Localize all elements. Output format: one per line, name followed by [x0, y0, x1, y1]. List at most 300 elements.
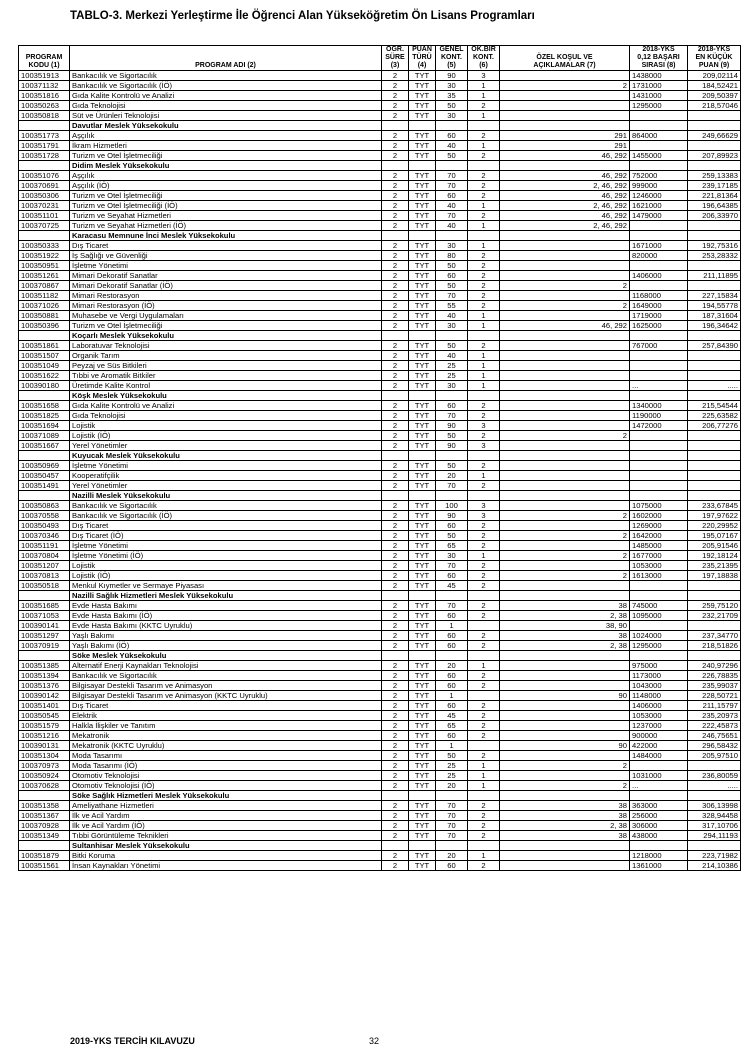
- table-row: [19, 761, 741, 771]
- min-score-cell: 317,10706: [688, 821, 741, 831]
- general-quota-cell: 25: [436, 371, 468, 381]
- success-rank-cell: [630, 141, 688, 151]
- general-quota-cell: 60: [436, 571, 468, 581]
- program-name-cell: Gıda Kalite Kontrolü ve Analizi: [70, 91, 382, 101]
- success-rank-cell: 975000: [630, 661, 688, 671]
- section-spacer: [19, 591, 70, 601]
- min-score-cell: 211,11895: [688, 271, 741, 281]
- min-score-cell: [688, 471, 741, 481]
- score-type-cell: TYT: [409, 831, 436, 841]
- table-row: [19, 71, 741, 81]
- score-type-cell: TYT: [409, 211, 436, 221]
- success-rank-cell: 1484000: [630, 751, 688, 761]
- section-empty-cell: [688, 331, 741, 341]
- general-quota-cell: 70: [436, 831, 468, 841]
- table-row: [19, 631, 741, 641]
- score-type-cell: TYT: [409, 71, 436, 81]
- min-score-cell: 214,10386: [688, 861, 741, 871]
- first-quota-cell: 2: [468, 831, 500, 841]
- header-program-code: PROGRAM KODU (1): [19, 46, 70, 71]
- duration-cell: 2: [382, 191, 409, 201]
- duration-cell: 2: [382, 291, 409, 301]
- table-row: [19, 401, 741, 411]
- table-row: [19, 411, 741, 421]
- general-quota-cell: 25: [436, 771, 468, 781]
- program-code-cell: 100370231: [19, 201, 70, 211]
- score-type-cell: TYT: [409, 361, 436, 371]
- duration-cell: 2: [382, 771, 409, 781]
- success-rank-cell: [630, 481, 688, 491]
- program-name-cell: Evde Hasta Bakımı: [70, 601, 382, 611]
- program-name-cell: Aşçılık: [70, 171, 382, 181]
- duration-cell: 2: [382, 531, 409, 541]
- first-quota-cell: 2: [468, 271, 500, 281]
- duration-cell: 2: [382, 241, 409, 251]
- program-name-cell: Dış Ticaret (İÖ): [70, 531, 382, 541]
- table-row: [19, 601, 741, 611]
- general-quota-cell: 40: [436, 141, 468, 151]
- section-empty-cell: [500, 791, 630, 801]
- program-name-cell: Moda Tasarımı (İÖ): [70, 761, 382, 771]
- success-rank-cell: 1621000: [630, 201, 688, 211]
- special-conditions-cell: 2, 38: [500, 821, 630, 831]
- table-row: [19, 561, 741, 571]
- special-conditions-cell: 2: [500, 281, 630, 291]
- special-conditions-cell: [500, 681, 630, 691]
- section-empty-cell: [382, 651, 409, 661]
- special-conditions-cell: [500, 751, 630, 761]
- min-score-cell: 218,51826: [688, 641, 741, 651]
- first-quota-cell: 2: [468, 521, 500, 531]
- success-rank-cell: 1237000: [630, 721, 688, 731]
- program-name-cell: İşletme Yönetimi: [70, 261, 382, 271]
- table-row: [19, 191, 741, 201]
- program-code-cell: 100351358: [19, 801, 70, 811]
- first-quota-cell: 2: [468, 731, 500, 741]
- program-name-cell: İlk ve Acil Yardım (İÖ): [70, 821, 382, 831]
- success-rank-cell: [630, 761, 688, 771]
- program-name-cell: Bankacılık ve Sigortacılık: [70, 501, 382, 511]
- section-spacer: [19, 391, 70, 401]
- section-empty-cell: [468, 451, 500, 461]
- special-conditions-cell: 90: [500, 691, 630, 701]
- general-quota-cell: 70: [436, 481, 468, 491]
- section-empty-cell: [630, 651, 688, 661]
- table-row: [19, 211, 741, 221]
- section-empty-cell: [468, 651, 500, 661]
- special-conditions-cell: [500, 861, 630, 871]
- min-score-cell: 259,13383: [688, 171, 741, 181]
- first-quota-cell: [468, 741, 500, 751]
- first-quota-cell: 1: [468, 81, 500, 91]
- section-row: [19, 391, 741, 401]
- score-type-cell: TYT: [409, 801, 436, 811]
- general-quota-cell: 70: [436, 821, 468, 831]
- program-name-cell: Lojistik (İÖ): [70, 431, 382, 441]
- header-duration: ÖĞR. SÜRE (3): [382, 46, 409, 71]
- min-score-cell: 240,97296: [688, 661, 741, 671]
- section-empty-cell: [382, 451, 409, 461]
- section-row: [19, 451, 741, 461]
- program-name-cell: İnsan Kaynakları Yönetimi: [70, 861, 382, 871]
- special-conditions-cell: [500, 561, 630, 571]
- table-row: [19, 151, 741, 161]
- duration-cell: 2: [382, 81, 409, 91]
- special-conditions-cell: 2, 38: [500, 611, 630, 621]
- program-name-cell: Bilgisayar Destekli Tasarım ve Animasyon (KKTC Uyruklu): [70, 691, 382, 701]
- program-code-cell: 100350951: [19, 261, 70, 271]
- program-name-cell: Organik Tarım: [70, 351, 382, 361]
- score-type-cell: TYT: [409, 731, 436, 741]
- section-empty-cell: [409, 231, 436, 241]
- general-quota-cell: 40: [436, 221, 468, 231]
- table-row: [19, 531, 741, 541]
- success-rank-cell: 767000: [630, 341, 688, 351]
- program-code-cell: 100351667: [19, 441, 70, 451]
- min-score-cell: [688, 441, 741, 451]
- section-empty-cell: [468, 791, 500, 801]
- special-conditions-cell: [500, 241, 630, 251]
- general-quota-cell: 45: [436, 581, 468, 591]
- section-empty-cell: [436, 841, 468, 851]
- special-conditions-cell: [500, 481, 630, 491]
- success-rank-cell: 1075000: [630, 501, 688, 511]
- success-rank-cell: 1148000: [630, 691, 688, 701]
- score-type-cell: TYT: [409, 621, 436, 631]
- section-row: [19, 651, 741, 661]
- min-score-cell: 207,89923: [688, 151, 741, 161]
- score-type-cell: TYT: [409, 281, 436, 291]
- first-quota-cell: 2: [468, 581, 500, 591]
- header-min-score: 2018-YKS EN KÜÇÜK PUAN (9): [688, 46, 741, 71]
- first-quota-cell: 1: [468, 141, 500, 151]
- first-quota-cell: 2: [468, 261, 500, 271]
- program-name-cell: Dış Ticaret: [70, 701, 382, 711]
- duration-cell: 2: [382, 741, 409, 751]
- duration-cell: 2: [382, 731, 409, 741]
- section-empty-cell: [468, 591, 500, 601]
- score-type-cell: TYT: [409, 401, 436, 411]
- success-rank-cell: 1479000: [630, 211, 688, 221]
- first-quota-cell: 2: [468, 641, 500, 651]
- table-row: [19, 571, 741, 581]
- min-score-cell: [688, 141, 741, 151]
- general-quota-cell: 60: [436, 131, 468, 141]
- success-rank-cell: [630, 111, 688, 121]
- section-row: [19, 231, 741, 241]
- first-quota-cell: 2: [468, 431, 500, 441]
- score-type-cell: TYT: [409, 271, 436, 281]
- general-quota-cell: 30: [436, 381, 468, 391]
- program-code-cell: 100350306: [19, 191, 70, 201]
- duration-cell: 2: [382, 551, 409, 561]
- min-score-cell: 235,21395: [688, 561, 741, 571]
- min-score-cell: [688, 481, 741, 491]
- table-row: [19, 301, 741, 311]
- general-quota-cell: 1: [436, 741, 468, 751]
- first-quota-cell: 1: [468, 781, 500, 791]
- table-row: [19, 471, 741, 481]
- program-name-cell: Turizm ve Seyahat Hizmetleri (İÖ): [70, 221, 382, 231]
- program-code-cell: 100370919: [19, 641, 70, 651]
- program-code-cell: 100351825: [19, 411, 70, 421]
- special-conditions-cell: 46, 292: [500, 191, 630, 201]
- special-conditions-cell: 2, 46, 292: [500, 181, 630, 191]
- special-conditions-cell: [500, 771, 630, 781]
- success-rank-cell: [630, 621, 688, 631]
- table-row: [19, 501, 741, 511]
- min-score-cell: [688, 371, 741, 381]
- section-empty-cell: [468, 391, 500, 401]
- min-score-cell: 206,33970: [688, 211, 741, 221]
- min-score-cell: 306,13998: [688, 801, 741, 811]
- success-rank-cell: 1438000: [630, 71, 688, 81]
- section-empty-cell: [688, 491, 741, 501]
- score-type-cell: TYT: [409, 311, 436, 321]
- general-quota-cell: 20: [436, 471, 468, 481]
- program-code-cell: 100351394: [19, 671, 70, 681]
- program-code-cell: 100351207: [19, 561, 70, 571]
- section-empty-cell: [688, 651, 741, 661]
- program-name-cell: Mekatronik (KKTC Uyruklu): [70, 741, 382, 751]
- section-empty-cell: [382, 391, 409, 401]
- min-score-cell: 239,17185: [688, 181, 741, 191]
- section-empty-cell: [436, 161, 468, 171]
- section-empty-cell: [436, 791, 468, 801]
- special-conditions-cell: 2: [500, 81, 630, 91]
- program-name-cell: Süt ve Ürünleri Teknolojisi: [70, 111, 382, 121]
- table-row: [19, 321, 741, 331]
- duration-cell: 2: [382, 441, 409, 451]
- general-quota-cell: 60: [436, 631, 468, 641]
- program-name-cell: Elektrik: [70, 711, 382, 721]
- special-conditions-cell: 2: [500, 301, 630, 311]
- duration-cell: 2: [382, 701, 409, 711]
- duration-cell: 2: [382, 431, 409, 441]
- section-title: Kuyucak Meslek Yüksekokulu: [70, 451, 382, 461]
- special-conditions-cell: [500, 371, 630, 381]
- section-empty-cell: [630, 391, 688, 401]
- special-conditions-cell: 90: [500, 741, 630, 751]
- general-quota-cell: 60: [436, 641, 468, 651]
- first-quota-cell: 2: [468, 481, 500, 491]
- score-type-cell: TYT: [409, 541, 436, 551]
- table-row: [19, 421, 741, 431]
- table-row: [19, 361, 741, 371]
- first-quota-cell: 2: [468, 151, 500, 161]
- program-code-cell: 100351913: [19, 71, 70, 81]
- table-row: [19, 171, 741, 181]
- min-score-cell: 249,66629: [688, 131, 741, 141]
- success-rank-cell: 900000: [630, 731, 688, 741]
- first-quota-cell: 3: [468, 511, 500, 521]
- table-row: [19, 711, 741, 721]
- special-conditions-cell: 291: [500, 131, 630, 141]
- general-quota-cell: 50: [436, 461, 468, 471]
- success-rank-cell: ...: [630, 781, 688, 791]
- section-empty-cell: [409, 791, 436, 801]
- first-quota-cell: 3: [468, 421, 500, 431]
- success-rank-cell: [630, 431, 688, 441]
- score-type-cell: TYT: [409, 341, 436, 351]
- program-code-cell: 100350881: [19, 311, 70, 321]
- program-code-cell: 100390131: [19, 741, 70, 751]
- score-type-cell: TYT: [409, 711, 436, 721]
- special-conditions-cell: 2: [500, 531, 630, 541]
- section-title: Nazilli Sağlık Hizmetleri Meslek Yüksekokulu: [70, 591, 382, 601]
- special-conditions-cell: 2, 38: [500, 641, 630, 651]
- duration-cell: 2: [382, 71, 409, 81]
- program-name-cell: Ameliyathane Hizmetleri: [70, 801, 382, 811]
- special-conditions-cell: 46, 292: [500, 321, 630, 331]
- first-quota-cell: [468, 621, 500, 631]
- program-name-cell: Mimari Restorasyon (İÖ): [70, 301, 382, 311]
- score-type-cell: TYT: [409, 531, 436, 541]
- program-code-cell: 100371053: [19, 611, 70, 621]
- special-conditions-cell: [500, 351, 630, 361]
- table-row: [19, 681, 741, 691]
- table-row: [19, 721, 741, 731]
- section-empty-cell: [500, 161, 630, 171]
- success-rank-cell: [630, 361, 688, 371]
- duration-cell: 2: [382, 751, 409, 761]
- section-row: [19, 841, 741, 851]
- section-spacer: [19, 791, 70, 801]
- duration-cell: 2: [382, 131, 409, 141]
- program-name-cell: Aşçılık (İÖ): [70, 181, 382, 191]
- duration-cell: 2: [382, 351, 409, 361]
- min-score-cell: 226,78835: [688, 671, 741, 681]
- success-rank-cell: 1649000: [630, 301, 688, 311]
- section-empty-cell: [688, 121, 741, 131]
- table-row: [19, 251, 741, 261]
- table-row: [19, 261, 741, 271]
- general-quota-cell: 60: [436, 521, 468, 531]
- duration-cell: 2: [382, 401, 409, 411]
- special-conditions-cell: [500, 271, 630, 281]
- program-name-cell: Turizm ve Seyahat Hizmetleri: [70, 211, 382, 221]
- special-conditions-cell: [500, 401, 630, 411]
- score-type-cell: TYT: [409, 111, 436, 121]
- program-code-cell: 100370867: [19, 281, 70, 291]
- special-conditions-cell: [500, 671, 630, 681]
- first-quota-cell: 1: [468, 91, 500, 101]
- program-name-cell: İlk ve Acil Yardım: [70, 811, 382, 821]
- duration-cell: 2: [382, 251, 409, 261]
- duration-cell: 2: [382, 501, 409, 511]
- general-quota-cell: 100: [436, 501, 468, 511]
- score-type-cell: TYT: [409, 191, 436, 201]
- general-quota-cell: 30: [436, 551, 468, 561]
- table-row: [19, 611, 741, 621]
- program-name-cell: Bankacılık ve Sigortacılık (İÖ): [70, 511, 382, 521]
- duration-cell: 2: [382, 201, 409, 211]
- success-rank-cell: 1455000: [630, 151, 688, 161]
- duration-cell: 2: [382, 221, 409, 231]
- first-quota-cell: 2: [468, 211, 500, 221]
- success-rank-cell: 1218000: [630, 851, 688, 861]
- duration-cell: 2: [382, 311, 409, 321]
- first-quota-cell: 2: [468, 861, 500, 871]
- min-score-cell: 222,45873: [688, 721, 741, 731]
- program-name-cell: Menkul Kıymetler ve Sermaye Piyasası: [70, 581, 382, 591]
- section-empty-cell: [468, 331, 500, 341]
- success-rank-cell: 1053000: [630, 561, 688, 571]
- program-name-cell: Yerel Yönetimler: [70, 481, 382, 491]
- success-rank-cell: 1625000: [630, 321, 688, 331]
- first-quota-cell: 2: [468, 561, 500, 571]
- general-quota-cell: 40: [436, 201, 468, 211]
- program-code-cell: 100351507: [19, 351, 70, 361]
- success-rank-cell: 306000: [630, 821, 688, 831]
- first-quota-cell: 2: [468, 821, 500, 831]
- min-score-cell: 209,02114: [688, 71, 741, 81]
- min-score-cell: [688, 111, 741, 121]
- section-empty-cell: [630, 331, 688, 341]
- min-score-cell: 294,11193: [688, 831, 741, 841]
- min-score-cell: 237,34770: [688, 631, 741, 641]
- general-quota-cell: 65: [436, 721, 468, 731]
- program-code-cell: 100351491: [19, 481, 70, 491]
- min-score-cell: [688, 621, 741, 631]
- min-score-cell: .....: [688, 781, 741, 791]
- score-type-cell: TYT: [409, 481, 436, 491]
- first-quota-cell: 2: [468, 461, 500, 471]
- first-quota-cell: 2: [468, 721, 500, 731]
- program-name-cell: Üretimde Kalite Kontrol: [70, 381, 382, 391]
- section-empty-cell: [688, 841, 741, 851]
- general-quota-cell: 65: [436, 541, 468, 551]
- success-rank-cell: 363000: [630, 801, 688, 811]
- general-quota-cell: 50: [436, 531, 468, 541]
- section-row: [19, 331, 741, 341]
- table-row: [19, 671, 741, 681]
- program-code-cell: 100351791: [19, 141, 70, 151]
- success-rank-cell: 1677000: [630, 551, 688, 561]
- score-type-cell: TYT: [409, 601, 436, 611]
- table-row: [19, 101, 741, 111]
- special-conditions-cell: [500, 361, 630, 371]
- program-name-cell: Alternatif Enerji Kaynakları Teknolojisi: [70, 661, 382, 671]
- min-score-cell: 196,34642: [688, 321, 741, 331]
- table-row: [19, 91, 741, 101]
- program-code-cell: 100351261: [19, 271, 70, 281]
- success-rank-cell: [630, 261, 688, 271]
- program-code-cell: 100351685: [19, 601, 70, 611]
- success-rank-cell: [630, 371, 688, 381]
- first-quota-cell: 2: [468, 751, 500, 761]
- general-quota-cell: 50: [436, 341, 468, 351]
- duration-cell: 2: [382, 111, 409, 121]
- first-quota-cell: 1: [468, 381, 500, 391]
- general-quota-cell: 50: [436, 261, 468, 271]
- first-quota-cell: 3: [468, 71, 500, 81]
- special-conditions-cell: [500, 341, 630, 351]
- score-type-cell: TYT: [409, 101, 436, 111]
- success-rank-cell: 820000: [630, 251, 688, 261]
- min-score-cell: 187,31604: [688, 311, 741, 321]
- section-empty-cell: [468, 841, 500, 851]
- table-row: [19, 691, 741, 701]
- first-quota-cell: 2: [468, 341, 500, 351]
- score-type-cell: TYT: [409, 431, 436, 441]
- min-score-cell: 220,29952: [688, 521, 741, 531]
- min-score-cell: [688, 761, 741, 771]
- page-number: 32: [369, 1036, 380, 1046]
- general-quota-cell: 70: [436, 811, 468, 821]
- first-quota-cell: 2: [468, 251, 500, 261]
- general-quota-cell: 30: [436, 241, 468, 251]
